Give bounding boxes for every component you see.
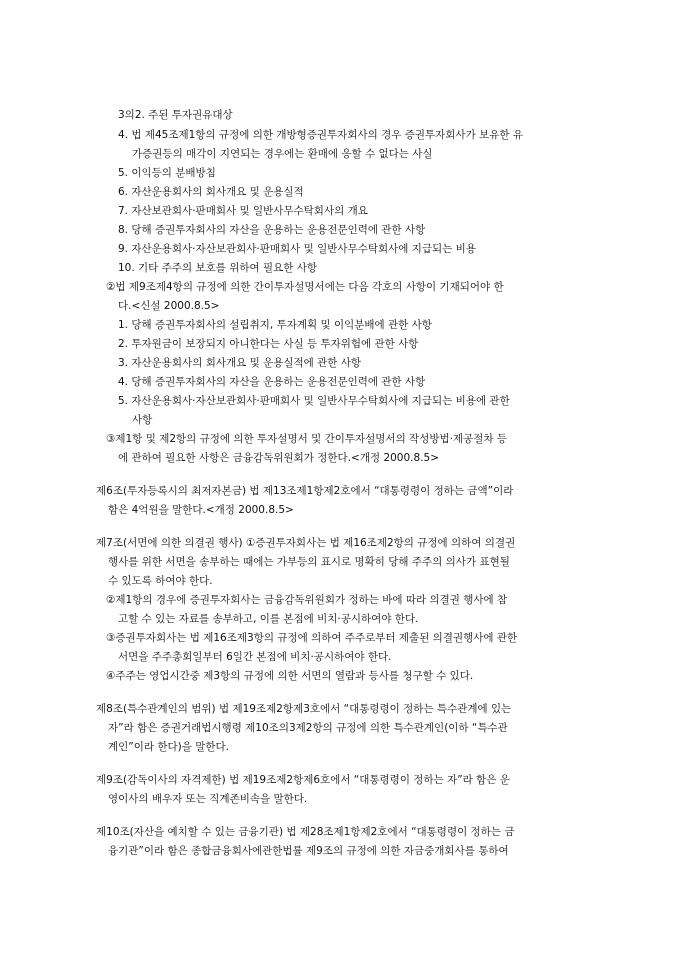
item-3-2: 3의2. 주된 투자권유대상 [118, 109, 233, 121]
item-10: 10. 기타 주주의 보호를 위하여 필요한 사항 [118, 262, 318, 274]
clause-3: ③제1항 및 제2항의 규정에 의한 투자설명서 및 간이투자설명서의 작성방법·제공절차 등 [106, 433, 508, 445]
subitem-2: 2. 투자원금이 보장되지 아니한다는 사실 등 투자위험에 관한 사항 [118, 338, 419, 350]
item-8: 8. 당해 증권투자회사의 자산을 운용하는 운용전문인력에 관한 사항 [118, 224, 426, 236]
article-7: 제7조(서면에 의한 의결권 행사) ①증권투자회사는 법 제16조제2항의 규정에 의하여 의결권 [96, 537, 516, 549]
subitem-5: 5. 자산운용회사·자산보관회사·판매회사 및 일반사무수탁회사에 지급되는 비용에 관한 [118, 395, 510, 407]
item-5: 5. 이익등의 분배방침 [118, 167, 216, 179]
article-7-cont-2: 수 있도록 하여야 한다. [108, 575, 213, 587]
item-4: 4. 법 제45조제1항의 규정에 의한 개방형증권투자회사의 경우 증권투자회사가 보유한 유 [118, 129, 523, 141]
item-7: 7. 자산보관회사·판매회사 및 일반사무수탁회사의 개요 [118, 205, 368, 217]
article-8-cont-2: 계인”이라 한다)을 말한다. [108, 741, 229, 753]
article-7-clause-2-cont: 고할 수 있는 자료를 송부하고, 이를 본점에 비치·공시하여야 한다. [118, 613, 419, 625]
subitem-3: 3. 자산운용회사의 회사개요 및 운용실적에 관한 사항 [118, 357, 362, 369]
clause-2-cont: 다.<신설 2000.8.5> [118, 300, 220, 312]
article-9-cont: 영이사의 배우자 또는 직계존비속을 말한다. [108, 793, 308, 805]
article-7-cont-1: 행사를 위한 서면을 송부하는 때에는 가부등의 표시로 명확히 당해 주주의 의사가 표현될 [108, 556, 510, 568]
article-10-cont: 융기관”이라 함은 종합금융회사에관한법률 제9조의 규정에 의한 자금중개회사를 통하여 [108, 845, 509, 857]
subitem-1: 1. 당해 증권투자회사의 설립취지, 투자계획 및 이익분배에 관한 사항 [118, 319, 432, 331]
item-6: 6. 자산운용회사의 회사개요 및 운용실적 [118, 186, 304, 198]
subitem-5-cont: 사항 [132, 414, 153, 426]
article-6-cont: 함은 4억원을 말한다.<개정 2000.8.5> [108, 504, 294, 516]
item-4-cont: 가증권등의 매각이 지연되는 경우에는 환매에 응할 수 없다는 사실 [132, 148, 433, 160]
article-8: 제8조(특수관계인의 범위) 법 제19조제2항제3호에서 “대통령령이 정하는 특수관계에 있는 [96, 703, 512, 715]
subitem-4: 4. 당해 증권투자회사의 자산을 운용하는 운용전문인력에 관한 사항 [118, 376, 426, 388]
article-7-clause-4: ④주주는 영업시간중 제3항의 규정에 의한 서면의 열람과 등사를 청구할 수 있다. [106, 670, 474, 682]
item-9: 9. 자산운용회사·자산보관회사·판매회사 및 일반사무수탁회사에 지급되는 비용 [118, 243, 476, 255]
clause-2: ②법 제9조제4항의 규정에 의한 간이투자설명서에는 다음 각호의 사항이 기재되어야 한 [106, 281, 504, 293]
article-7-clause-3: ③증권투자회사는 법 제16조제3항의 규정에 의하여 주주로부터 제출된 의결권행사에 관한 [106, 632, 518, 644]
article-8-cont-1: 자”라 함은 증권거래법시행령 제10조의3제2항의 규정에 의한 특수관계인(이하 “특수관 [108, 722, 508, 734]
article-6: 제6조(투자등록시의 최저자본금) 법 제13조제1항제2호에서 “대통령령이 정하는 금액”이라 [96, 485, 514, 497]
article-10: 제10조(자산을 예치할 수 있는 금융기관) 법 제28조제1항제2호에서 “대통령령이 정하는 금 [96, 826, 515, 838]
article-9: 제9조(감독이사의 자격제한) 법 제19조제2항제6호에서 “대통령령이 정하는 자”라 함은 운 [96, 774, 510, 786]
clause-3-cont: 에 관하여 필요한 사항은 금융감독위원회가 정한다.<개정 2000.8.5> [118, 452, 440, 464]
article-7-clause-3-cont: 서면을 주주총회일부터 6일간 본점에 비치·공시하여야 한다. [118, 651, 392, 663]
article-7-clause-2: ②제1항의 경우에 증권투자회사는 금융감독위원회가 정하는 바에 따라 의결권 행사에 참 [106, 594, 508, 606]
